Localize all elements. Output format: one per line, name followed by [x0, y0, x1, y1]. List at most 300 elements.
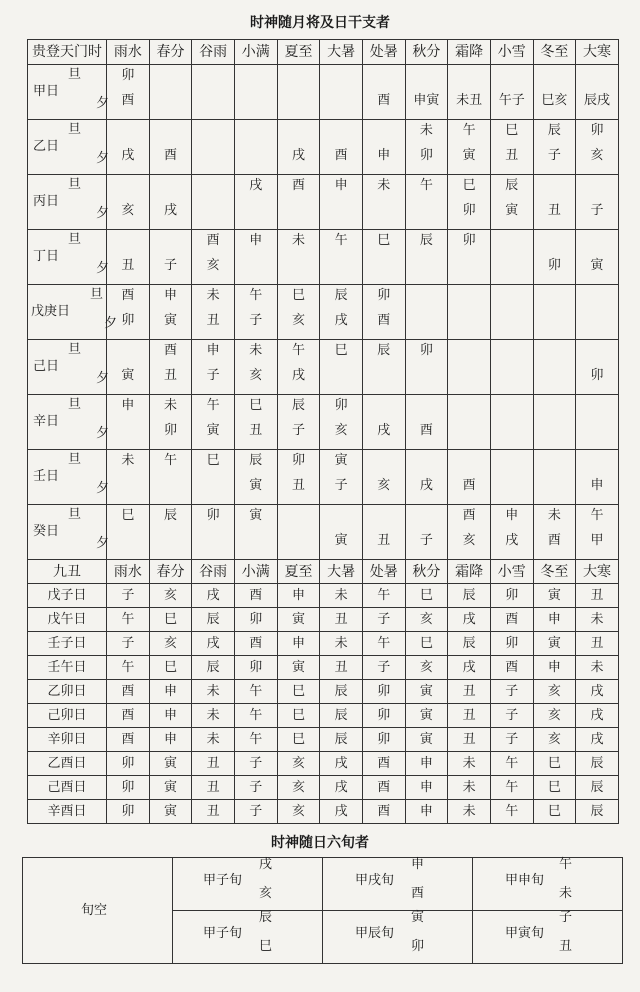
table-cell: 卯	[234, 608, 277, 632]
table-cell: 卯	[362, 680, 405, 704]
table-cell: 酉	[234, 632, 277, 656]
table-cell: 辰	[576, 800, 619, 824]
table-cell: 酉	[405, 395, 448, 450]
table-cell: 戌	[576, 704, 619, 728]
xun-kong-label: 旬空	[23, 858, 173, 964]
table-cell: 子	[362, 656, 405, 680]
table-cell: 未	[448, 776, 491, 800]
table-cell: 辰 寅	[490, 175, 533, 230]
table-cell: 未丑	[448, 65, 491, 120]
header-month: 霜降	[448, 40, 491, 65]
table-cell: 未	[576, 608, 619, 632]
table-cell: 申 子	[192, 340, 235, 395]
table-row	[28, 776, 619, 800]
table-cell: 未 酉	[533, 505, 576, 560]
table-cell: 午	[234, 680, 277, 704]
table-cell: 午	[362, 584, 405, 608]
table-cell: 辰 子	[277, 395, 320, 450]
table-cell: 子	[234, 776, 277, 800]
row-label	[28, 340, 110, 395]
header-corner: 贵登天门时	[28, 40, 107, 65]
table-row	[28, 800, 619, 824]
table-cell: 巳 丑	[234, 395, 277, 450]
header-month: 秋分	[405, 40, 448, 65]
header-month: 春分	[149, 560, 192, 584]
table-cell: 亥	[149, 584, 192, 608]
header-month: 处暑	[362, 40, 405, 65]
table-cell: 未 丑	[192, 285, 235, 340]
table-cell	[149, 65, 192, 120]
table-cell: 卯 亥	[320, 395, 363, 450]
table-row	[28, 656, 619, 680]
row-label: 己酉日	[28, 776, 107, 800]
table-cell: 亥	[405, 656, 448, 680]
row-label: 乙酉日	[28, 752, 107, 776]
row-label	[28, 230, 110, 285]
table-cell: 酉	[107, 680, 150, 704]
dusk-label: 夕	[96, 481, 110, 496]
table-cell: 卯	[448, 230, 491, 285]
table-cell: 午	[362, 632, 405, 656]
table-cell: 戌	[362, 395, 405, 450]
table-cell: 辰	[576, 776, 619, 800]
table-cell: 辰	[448, 632, 491, 656]
table-cell: 亥	[533, 704, 576, 728]
table-cell: 未	[192, 728, 235, 752]
table-cell: 午 寅	[448, 120, 491, 175]
table-row	[28, 175, 619, 230]
table-cell: 卯	[362, 728, 405, 752]
table-cell: 亥	[362, 450, 405, 505]
table-row	[28, 680, 619, 704]
table-cell: 寅	[405, 704, 448, 728]
table-cell: 酉	[362, 752, 405, 776]
table-cell: 未	[448, 800, 491, 824]
dusk-label: 夕	[96, 206, 110, 221]
table-cell: 巳	[405, 632, 448, 656]
header-month: 春分	[149, 40, 192, 65]
six-xun-table	[22, 857, 623, 964]
row-label	[28, 395, 110, 450]
table-cell: 巳亥	[533, 65, 576, 120]
header-month: 大寒	[576, 40, 619, 65]
table-cell: 未	[576, 656, 619, 680]
table-cell	[234, 65, 277, 120]
row-label: 辛酉日	[28, 800, 107, 824]
table-cell: 亥	[405, 608, 448, 632]
table-cell	[576, 285, 619, 340]
table-cell: 未	[362, 175, 405, 230]
header-month: 小雪	[490, 560, 533, 584]
table-cell: 申	[277, 584, 320, 608]
table-cell: 酉	[362, 800, 405, 824]
table-cell: 申 戌	[490, 505, 533, 560]
table-cell: 亥	[107, 175, 150, 230]
upper-table-title: 时神随月将及日干支者	[250, 15, 390, 31]
table-cell: 申	[149, 728, 192, 752]
xun-cell: 甲申旬 午 未	[473, 858, 623, 911]
table-cell: 酉 卯	[107, 285, 150, 340]
lower-table-title: 时神随日六旬者	[271, 835, 369, 851]
table-cell: 丑	[192, 800, 235, 824]
header-month: 大寒	[576, 560, 619, 584]
table-cell: 戌	[320, 800, 363, 824]
table-cell: 巳	[405, 584, 448, 608]
table-cell: 寅	[149, 776, 192, 800]
table-cell: 子	[490, 728, 533, 752]
table-cell: 卯	[576, 340, 619, 395]
dusk-label: 夕	[104, 316, 118, 331]
table-cell: 巳	[107, 505, 150, 560]
table-cell: 卯	[405, 340, 448, 395]
table-cell	[277, 505, 320, 560]
table-cell: 未	[192, 680, 235, 704]
table-cell: 亥	[277, 776, 320, 800]
table-cell	[192, 175, 235, 230]
table-cell	[490, 450, 533, 505]
table-cell: 辰	[320, 704, 363, 728]
xun-cell: 甲辰旬 寅 卯	[323, 911, 473, 964]
dawn-label: 旦	[68, 452, 82, 467]
header-month: 雨水	[107, 560, 150, 584]
table-cell	[448, 395, 491, 450]
table-cell: 申 寅	[149, 285, 192, 340]
table-row	[28, 704, 619, 728]
table-cell: 午	[405, 175, 448, 230]
table-cell: 子	[107, 632, 150, 656]
table-cell: 巳	[362, 230, 405, 285]
table-cell: 辰	[192, 656, 235, 680]
table-cell: 辰	[149, 505, 192, 560]
table-row	[28, 120, 619, 175]
table-cell: 辰	[448, 584, 491, 608]
table-cell: 辰	[362, 340, 405, 395]
table-cell: 酉	[107, 704, 150, 728]
header-month: 霜降	[448, 560, 491, 584]
table-cell: 巳	[320, 340, 363, 395]
dusk-label: 夕	[96, 371, 110, 386]
table-cell: 酉	[107, 728, 150, 752]
table-cell: 未	[320, 632, 363, 656]
row-label	[28, 505, 110, 560]
table-row	[28, 230, 619, 285]
table-cell: 寅	[149, 752, 192, 776]
row-label: 壬午日	[28, 656, 107, 680]
dusk-label: 夕	[96, 151, 110, 166]
table-cell: 卯 酉	[107, 65, 150, 120]
table-cell: 酉 亥	[448, 505, 491, 560]
table-cell: 申	[149, 704, 192, 728]
table-cell: 子	[234, 800, 277, 824]
table-cell: 亥	[277, 752, 320, 776]
table-cell: 酉	[320, 120, 363, 175]
table-cell: 午	[490, 752, 533, 776]
row-label	[28, 285, 118, 340]
table-cell: 申	[320, 175, 363, 230]
table-row	[28, 632, 619, 656]
table-row	[28, 752, 619, 776]
table-cell: 午	[234, 728, 277, 752]
table-cell: 寅	[107, 340, 150, 395]
table-cell: 丑	[576, 584, 619, 608]
table-cell: 子	[405, 505, 448, 560]
table-cell: 申	[405, 776, 448, 800]
dawn-label: 旦	[68, 232, 82, 247]
table-cell	[192, 120, 235, 175]
table-cell: 子	[490, 704, 533, 728]
day-label: 丙日	[33, 194, 60, 209]
table-row	[28, 65, 619, 120]
table-cell: 酉	[448, 450, 491, 505]
table-cell: 戌	[234, 175, 277, 230]
row-label	[28, 65, 110, 120]
table-cell: 子	[490, 680, 533, 704]
table-cell: 辰 子	[533, 120, 576, 175]
table-cell: 子	[576, 175, 619, 230]
table-cell	[533, 340, 576, 395]
row-label: 壬子日	[28, 632, 107, 656]
table-cell: 寅	[405, 728, 448, 752]
day-label: 壬日	[33, 469, 60, 484]
dawn-label: 旦	[68, 177, 82, 192]
table-cell: 戌	[149, 175, 192, 230]
table-cell: 辰	[192, 608, 235, 632]
table-cell: 巳	[533, 752, 576, 776]
day-label: 癸日	[33, 524, 60, 539]
dawn-label: 旦	[68, 67, 82, 82]
table-cell: 戌	[320, 776, 363, 800]
table-cell: 巳 亥	[277, 285, 320, 340]
row-label: 戊子日	[28, 584, 107, 608]
xun-cell: 甲寅旬 子 丑	[473, 911, 623, 964]
table-cell: 寅	[277, 608, 320, 632]
table-cell	[533, 285, 576, 340]
table-row	[28, 608, 619, 632]
day-label: 戊庚日	[31, 304, 71, 319]
row-label: 乙卯日	[28, 680, 107, 704]
table-row	[28, 505, 619, 560]
table-cell: 巳	[149, 656, 192, 680]
table-cell: 戌	[405, 450, 448, 505]
table-cell: 未 卯	[405, 120, 448, 175]
table-cell	[234, 120, 277, 175]
table-cell: 申	[405, 800, 448, 824]
table-cell: 卯	[533, 230, 576, 285]
table-cell: 戌	[576, 728, 619, 752]
day-label: 乙日	[33, 139, 60, 154]
table-cell: 寅	[576, 230, 619, 285]
table-cell: 巳	[277, 704, 320, 728]
row-label: 戊午日	[28, 608, 107, 632]
dusk-label: 夕	[96, 96, 110, 111]
table-cell: 巳	[149, 608, 192, 632]
table-cell: 午 子	[234, 285, 277, 340]
table-cell	[320, 65, 363, 120]
dawn-label: 旦	[90, 287, 104, 302]
table-cell: 酉	[362, 776, 405, 800]
table-cell: 辰	[320, 680, 363, 704]
table-cell: 丑	[362, 505, 405, 560]
table-row	[28, 340, 619, 395]
table-cell: 丑	[576, 632, 619, 656]
table-cell: 戌	[448, 608, 491, 632]
header-month: 小满	[234, 560, 277, 584]
table-cell: 丑	[533, 175, 576, 230]
table-cell	[490, 285, 533, 340]
table-cell	[490, 395, 533, 450]
row-label	[28, 175, 110, 230]
table-cell: 午子	[490, 65, 533, 120]
table-cell: 酉	[277, 175, 320, 230]
table-cell: 申寅	[405, 65, 448, 120]
table-cell: 寅	[533, 584, 576, 608]
table-cell: 酉 丑	[149, 340, 192, 395]
table-cell: 申	[149, 680, 192, 704]
day-label: 甲日	[33, 84, 60, 99]
table-cell: 申	[533, 656, 576, 680]
table-cell: 卯 丑	[277, 450, 320, 505]
table-cell: 卯	[107, 776, 150, 800]
table-cell: 午	[107, 656, 150, 680]
table-cell: 午 戌	[277, 340, 320, 395]
day-label: 丁日	[33, 249, 60, 264]
table-row	[28, 285, 619, 340]
table-cell	[533, 395, 576, 450]
header-month: 大暑	[320, 560, 363, 584]
table-cell: 午 寅	[192, 395, 235, 450]
table-cell: 辰	[405, 230, 448, 285]
table-cell: 卯	[234, 656, 277, 680]
table-cell: 寅	[277, 656, 320, 680]
day-label: 己日	[33, 359, 60, 374]
table-row	[28, 395, 619, 450]
table-cell: 申	[405, 752, 448, 776]
table-cell: 戌	[107, 120, 150, 175]
table-cell: 卯 亥	[576, 120, 619, 175]
day-label: 辛日	[33, 414, 60, 429]
table-cell: 卯	[107, 752, 150, 776]
dusk-label: 夕	[96, 261, 110, 276]
header-month: 夏至	[277, 40, 320, 65]
header-month: 冬至	[533, 560, 576, 584]
table-cell: 丑	[192, 752, 235, 776]
table-cell: 酉	[149, 120, 192, 175]
table-cell: 寅	[149, 800, 192, 824]
header-month: 处暑	[362, 560, 405, 584]
table-cell: 未	[192, 704, 235, 728]
table-cell: 未	[320, 584, 363, 608]
table-cell: 辰 戌	[320, 285, 363, 340]
header-month: 雨水	[107, 40, 150, 65]
monthly-general-table	[27, 39, 619, 824]
header-month: 谷雨	[192, 560, 235, 584]
dusk-label: 夕	[96, 536, 110, 551]
table-cell: 丑	[448, 704, 491, 728]
table-cell: 辰	[320, 728, 363, 752]
table-cell: 丑	[320, 608, 363, 632]
table-cell: 巳 丑	[490, 120, 533, 175]
header-month: 小雪	[490, 40, 533, 65]
row-label	[28, 450, 110, 505]
table-cell	[576, 395, 619, 450]
table-cell: 午	[320, 230, 363, 285]
table-cell: 申	[107, 395, 150, 450]
table-cell: 辰	[576, 752, 619, 776]
table-cell: 午	[234, 704, 277, 728]
table-cell: 午	[490, 800, 533, 824]
table-cell: 未 卯	[149, 395, 192, 450]
table-cell: 寅	[234, 505, 277, 560]
header-month: 冬至	[533, 40, 576, 65]
table-cell: 申	[362, 120, 405, 175]
table-cell: 巳	[533, 776, 576, 800]
table-cell: 午	[149, 450, 192, 505]
table-cell: 酉 亥	[192, 230, 235, 285]
table-cell: 卯	[490, 584, 533, 608]
table-cell: 亥	[533, 728, 576, 752]
table-cell: 子	[362, 608, 405, 632]
table-cell: 巳	[277, 680, 320, 704]
table-row	[28, 728, 619, 752]
table-cell: 午	[490, 776, 533, 800]
table-cell: 未 亥	[234, 340, 277, 395]
table-cell: 戌	[320, 752, 363, 776]
xun-cell: 甲子旬 辰 巳	[173, 911, 323, 964]
table-cell: 亥	[149, 632, 192, 656]
table-cell: 戌	[448, 656, 491, 680]
table-cell	[490, 340, 533, 395]
table-cell: 子	[107, 584, 150, 608]
table-cell	[277, 65, 320, 120]
table-cell: 寅	[405, 680, 448, 704]
table-cell: 巳	[192, 450, 235, 505]
dawn-label: 旦	[68, 342, 82, 357]
table-cell: 申	[277, 632, 320, 656]
table-cell: 辰 寅	[234, 450, 277, 505]
table-cell: 午	[107, 608, 150, 632]
table-row	[28, 450, 619, 505]
table-cell: 丑	[107, 230, 150, 285]
table-cell: 亥	[277, 800, 320, 824]
dawn-label: 旦	[68, 397, 82, 412]
table-cell: 卯	[362, 704, 405, 728]
table-cell: 酉	[490, 608, 533, 632]
table-cell: 丑	[448, 728, 491, 752]
table-cell: 辰戌	[576, 65, 619, 120]
table-cell: 寅	[320, 505, 363, 560]
header-month: 大暑	[320, 40, 363, 65]
table-cell: 未	[107, 450, 150, 505]
table-cell: 申	[234, 230, 277, 285]
table-cell: 子	[149, 230, 192, 285]
dawn-label: 旦	[68, 507, 82, 522]
table-cell: 酉	[234, 584, 277, 608]
table-cell	[192, 65, 235, 120]
table-cell: 戌	[277, 120, 320, 175]
table-cell: 卯	[107, 800, 150, 824]
table-cell: 申	[533, 608, 576, 632]
table-cell: 卯	[490, 632, 533, 656]
row-label: 己卯日	[28, 704, 107, 728]
table-row	[28, 584, 619, 608]
header-month: 夏至	[277, 560, 320, 584]
table-cell: 寅 子	[320, 450, 363, 505]
jiu-chou-header: 九丑	[28, 560, 107, 584]
header-month: 谷雨	[192, 40, 235, 65]
table-cell: 亥	[533, 680, 576, 704]
dusk-label: 夕	[96, 426, 110, 441]
table-cell: 卯	[192, 505, 235, 560]
